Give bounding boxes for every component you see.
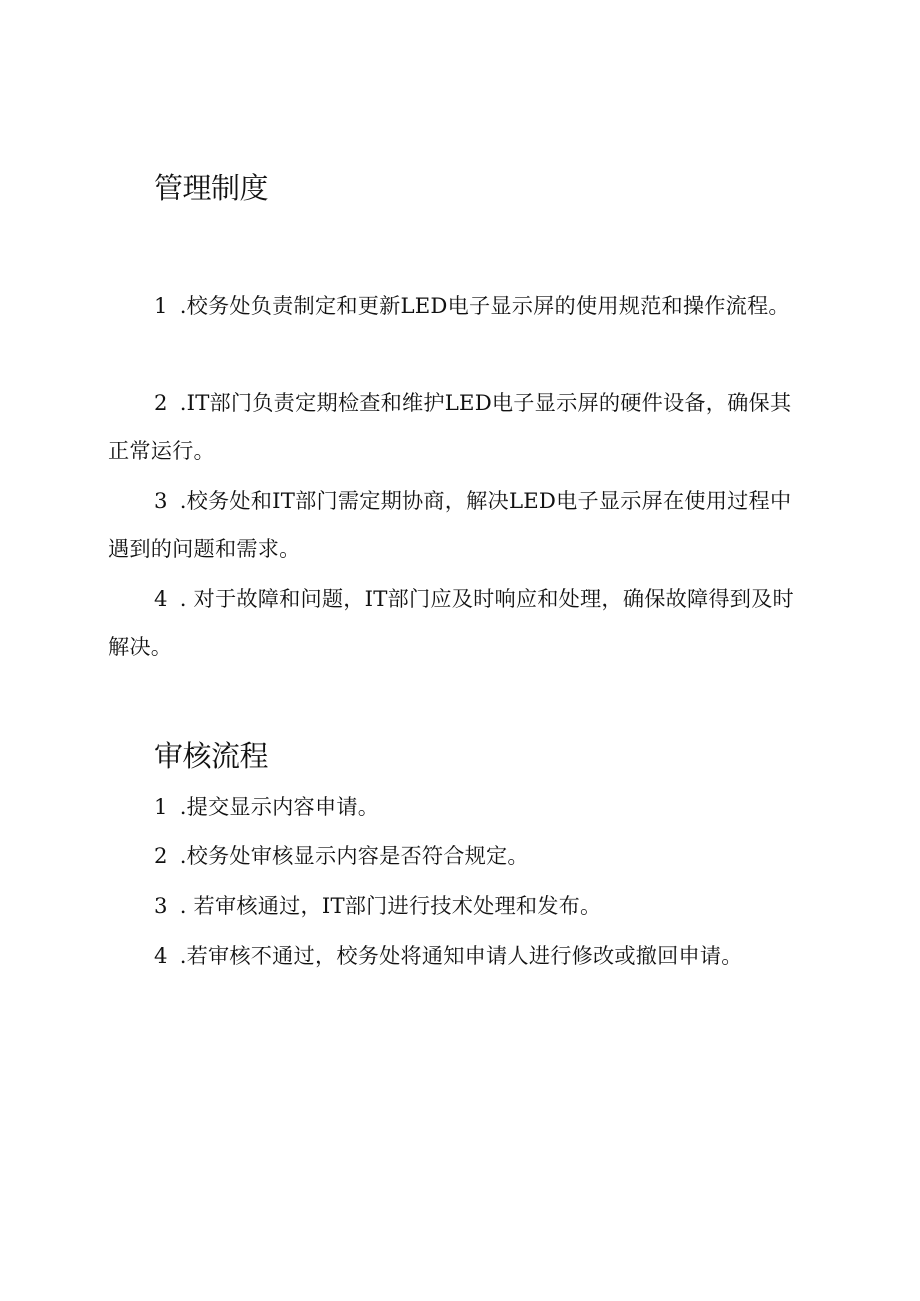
item-number: 2: [154, 390, 168, 415]
step-text: .提交显示内容申请。: [179, 794, 380, 819]
review-step: [154, 939, 743, 973]
item-text: .校务处和IT部门需定期协商，解决LED电子显示屏在使用过程中遇到的问题和需求。: [108, 488, 792, 561]
section-title-management: 管理制度: [154, 171, 269, 205]
management-item: [108, 477, 808, 573]
step-number: 3: [154, 893, 168, 918]
management-item: [108, 379, 808, 475]
item-text: .IT部门负责定期检查和维护LED电子显示屏的硬件设备，确保其正常运行。: [108, 390, 792, 463]
step-number: 2: [154, 843, 168, 868]
review-step: [154, 839, 529, 873]
review-step: [154, 889, 601, 923]
section-title-review-process: 审核流程: [154, 739, 269, 773]
item-number: 1: [154, 293, 168, 318]
step-text: .若审核不通过，校务处将通知申请人进行修改或撤回申请。: [179, 943, 743, 968]
item-text: .校务处负责制定和更新LED电子显示屏的使用规范和操作流程。: [179, 293, 790, 318]
management-item: [108, 575, 808, 671]
step-text: . 若审核通过，IT部门进行技术处理和发布。: [179, 893, 602, 918]
item-number: 4: [154, 586, 168, 611]
item-number: 3: [154, 488, 168, 513]
management-item: [108, 282, 808, 330]
step-number: 4: [154, 943, 168, 968]
review-step: [154, 790, 379, 824]
item-text: . 对于故障和问题，IT部门应及时响应和处理，确保故障得到及时解决。: [108, 586, 794, 659]
step-text: .校务处审核显示内容是否符合规定。: [179, 843, 529, 868]
step-number: 1: [154, 794, 168, 819]
